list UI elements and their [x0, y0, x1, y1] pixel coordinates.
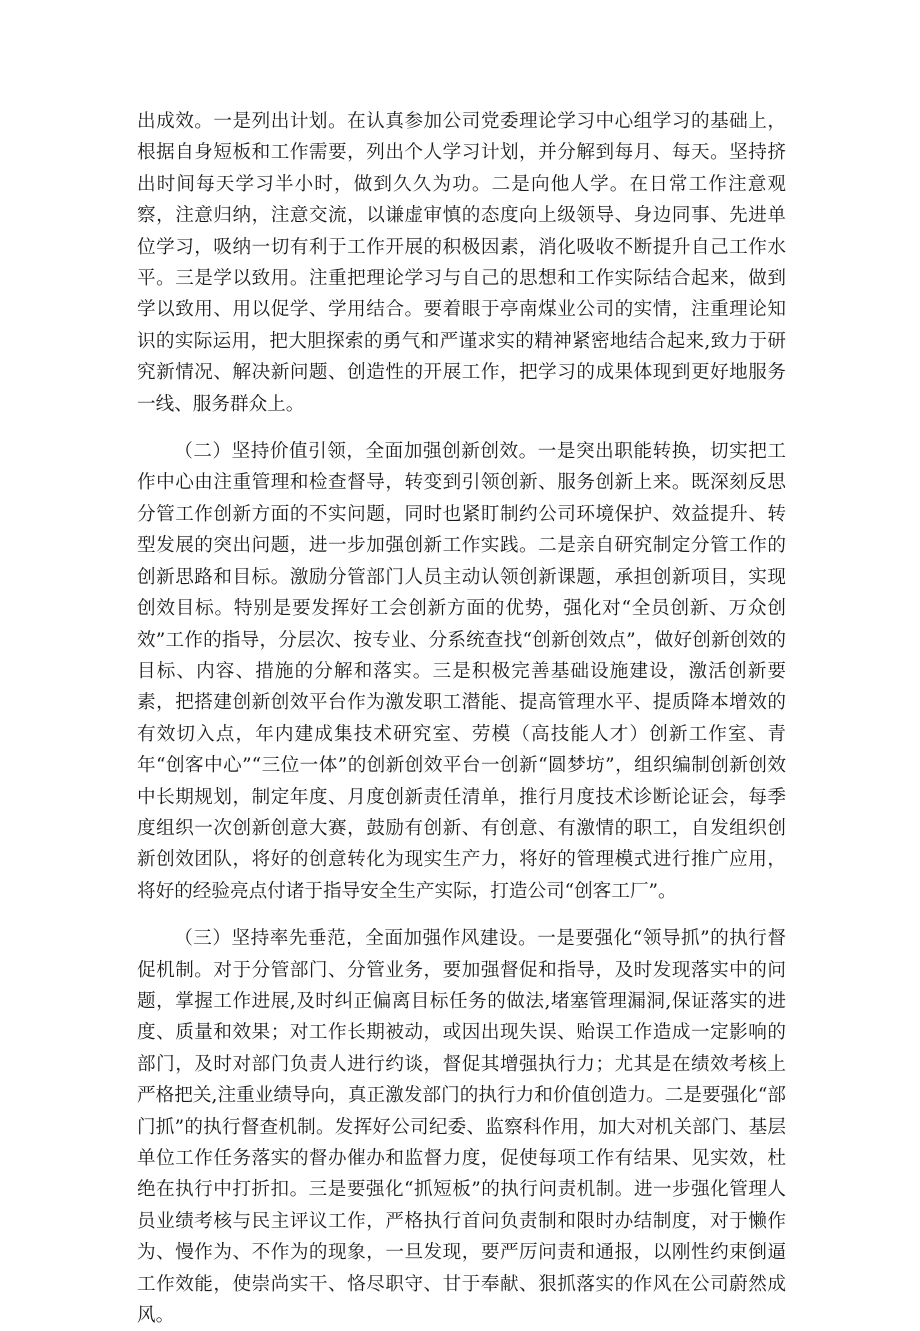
paragraph-innovation: （二）坚持价值引领，全面加强创新创效。一是突出职能转换，切实把工作中心由注重管理和检查督导，转变到引领创新、服务创新上来。既深刻反思分管工作创新方面的不实问题，同时也紧盯制约公司环境保护、效益提升、转型发展的突出问题，进一步加强创新工作实践。二是亲自研究制定分管工作的创新思路和目标。激励分管部门人员主动认领创新课题，承担创新项目，实现创效目标。特别是要发挥好工会创新方面的优势，强化对“全员创新、万众创效”工作的指导，分层次、按专业、分系统查找“创新创效点”，做好创新创效的目标、内容、措施的分解和落实。三是积极完善基础设施建设，激活创新要素，把搭建创新创效平台作为激发职工潜能、提高管理水平、提质降本增效的有效切入点，年内建成集技术研究室、劳模（高技能人才）创新工作室、青年“创客中心”“三位一体”的创新创效平台一创新“圆梦坊”，组织编制创新创效中长期规划，制定年度、月度创新责任清单，推行月度技术诊断论证会，每季度组织一次创新创意大赛，鼓励有创新、有创意、有激情的职工，自发组织创新创效团队，将好的创意转化为现实生产力，将好的管理模式进行推广应用，将好的经验亮点付诸于指导安全生产实际，打造公司“创客工厂”。 [137, 441, 786, 902]
paragraph-study: 出成效。一是列出计划。在认真参加公司党委理论学习中心组学习的基础上，根据自身短板和工作需要，列出个人学习计划，并分解到每月、每天。坚持挤出时间每天学习半小时，做到久久为功。二是向他人学。在日常工作注意观察，注意归纳，注意交流，以谦虚审慎的态度向上级领导、身边同事、先进单位学习，吸纳一切有利于工作开展的积极因素，消化吸收不断提升自己工作水平。三是学以致用。注重把理论学习与自己的思想和工作实际结合起来，做到学以致用、用以促学、学用结合。要着眼于亭南煤业公司的实情，注重理论知识的实际运用，把大胆探索的勇气和严谨求实的精神紧密地结合起来,致力于研究新情况、解决新问题、创造性的开展工作，把学习的成果体现到更好地服务一线、服务群众上。 [137, 111, 786, 415]
paragraph-work-style: （三）坚持率先垂范，全面加强作风建设。一是要强化“领导抓”的执行督促机制。对于分管部门、分管业务，要加强督促和指导，及时发现落实中的问题，掌握工作进展,及时纠正偏离目标任务的做法,堵塞管理漏洞,保证落实的进度、质量和效果；对工作长期被动，或因出现失误、贻误工作造成一定影响的部门，及时对部门负责人进行约谈，督促其增强执行力；尤其是在绩效考核上严格把关,注重业绩导向，真正激发部门的执行力和价值创造力。二是要强化“部门抓”的执行督查机制。发挥好公司纪委、监察科作用，加大对机关部门、基层单位工作任务落实的督办催办和监督力度，促使每项工作有结果、见实效，杜绝在执行中打折扣。三是要强化“抓短板”的执行问责机制。进一步强化管理人员业绩考核与民主评议工作，严格执行首问负责制和限时办结制度，对于懒作为、慢作为、不作为的现象，一旦发现，要严厉问责和通报，以刚性约束倒逼工作效能，使崇尚实干、恪尽职守、甘于奉献、狠抓落实的作风在公司蔚然成风。 [137, 928, 786, 1327]
